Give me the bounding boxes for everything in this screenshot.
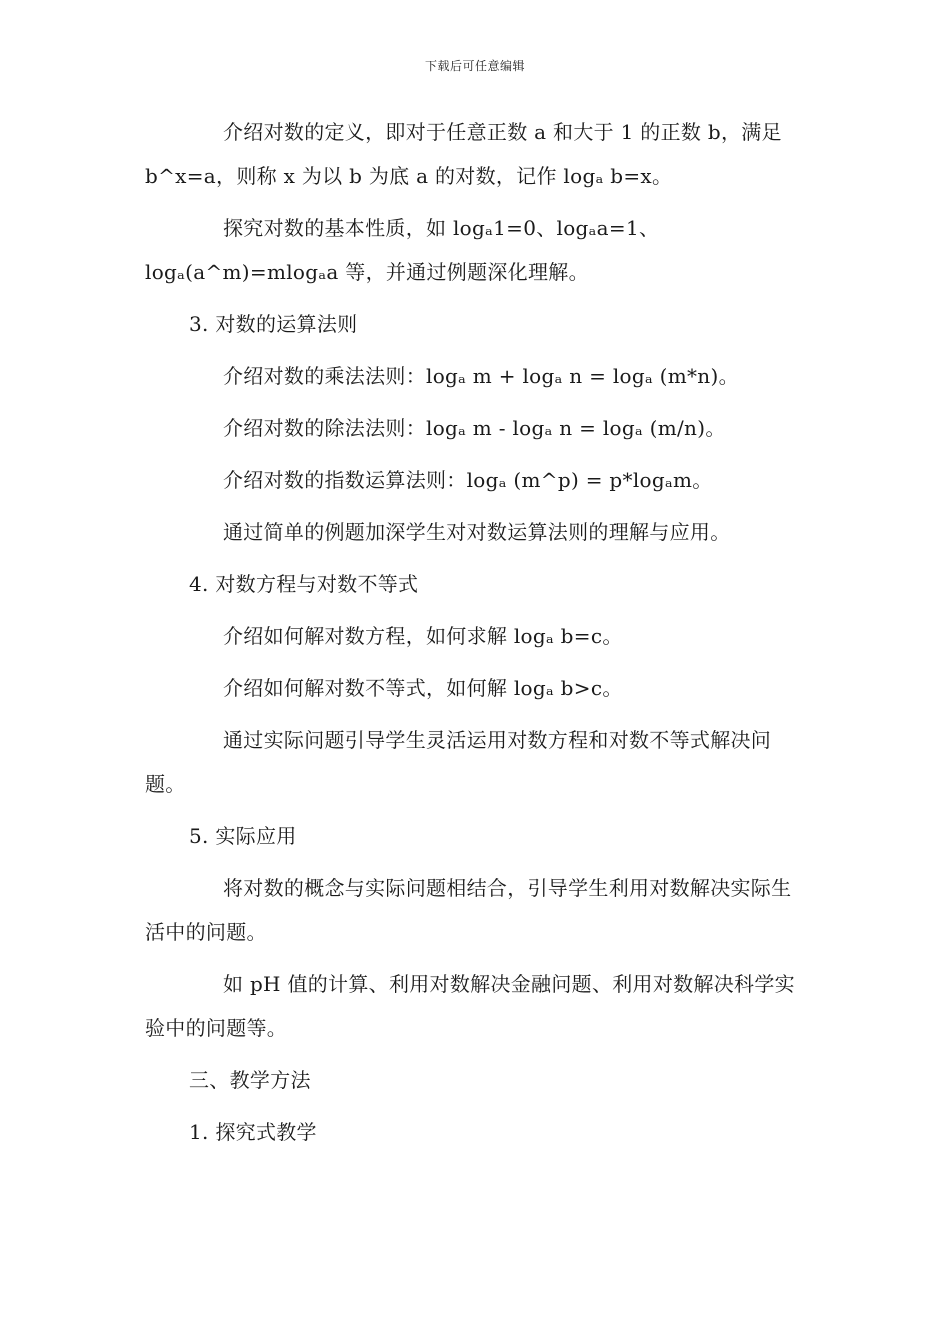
paragraph-practical-problems: 通过实际问题引导学生灵活运用对数方程和对数不等式解决问题。 [145,728,772,796]
paragraph-log-inequalities: 介绍如何解对数不等式，如何解 logₐ b>c。 [223,676,623,700]
page-header: 下载后可任意编辑 [424,59,525,73]
paragraph-log-equations: 介绍如何解对数方程，如何求解 logₐ b=c。 [223,624,623,648]
paragraph-rule-examples: 通过简单的例题加深学生对对数运算法则的理解与应用。 [223,520,731,544]
paragraph-real-life: 将对数的概念与实际问题相结合，引导学生利用对数解决实际生活中的问题。 [145,876,792,944]
section-heading-operation-rules: 3. 对数的运算法则 [189,312,358,336]
section-heading-inquiry-teaching: 1. 探究式教学 [189,1120,317,1144]
paragraph-division-rule: 介绍对数的除法法则：logₐ m - logₐ n = logₐ (m/n)。 [223,416,726,440]
paragraph-log-definition: 介绍对数的定义，即对于任意正数 a 和大于 1 的正数 b，满足 b^x=a，则称 x 为以 b 为底 a 的对数，记作 logₐ b=x。 [145,120,782,188]
paragraph-power-rule: 介绍对数的指数运算法则：logₐ (m^p) = p*logₐm。 [223,468,713,492]
document-body [145,110,805,1154]
section-heading-applications: 5. 实际应用 [189,824,297,848]
paragraph-application-examples: 如 pH 值的计算、利用对数解决金融问题、利用对数解决科学实验中的问题等。 [145,972,795,1040]
paragraph-log-properties: 探究对数的基本性质，如 logₐ1=0、logₐa=1、logₐ(a^m)=mlogₐa 等，并通过例题深化理解。 [145,216,660,284]
section-heading-teaching-methods: 三、教学方法 [189,1068,311,1092]
paragraph-multiplication-rule: 介绍对数的乘法法则：logₐ m + logₐ n = logₐ (m*n)。 [223,364,739,388]
section-heading-equations-inequalities: 4. 对数方程与对数不等式 [189,572,419,596]
